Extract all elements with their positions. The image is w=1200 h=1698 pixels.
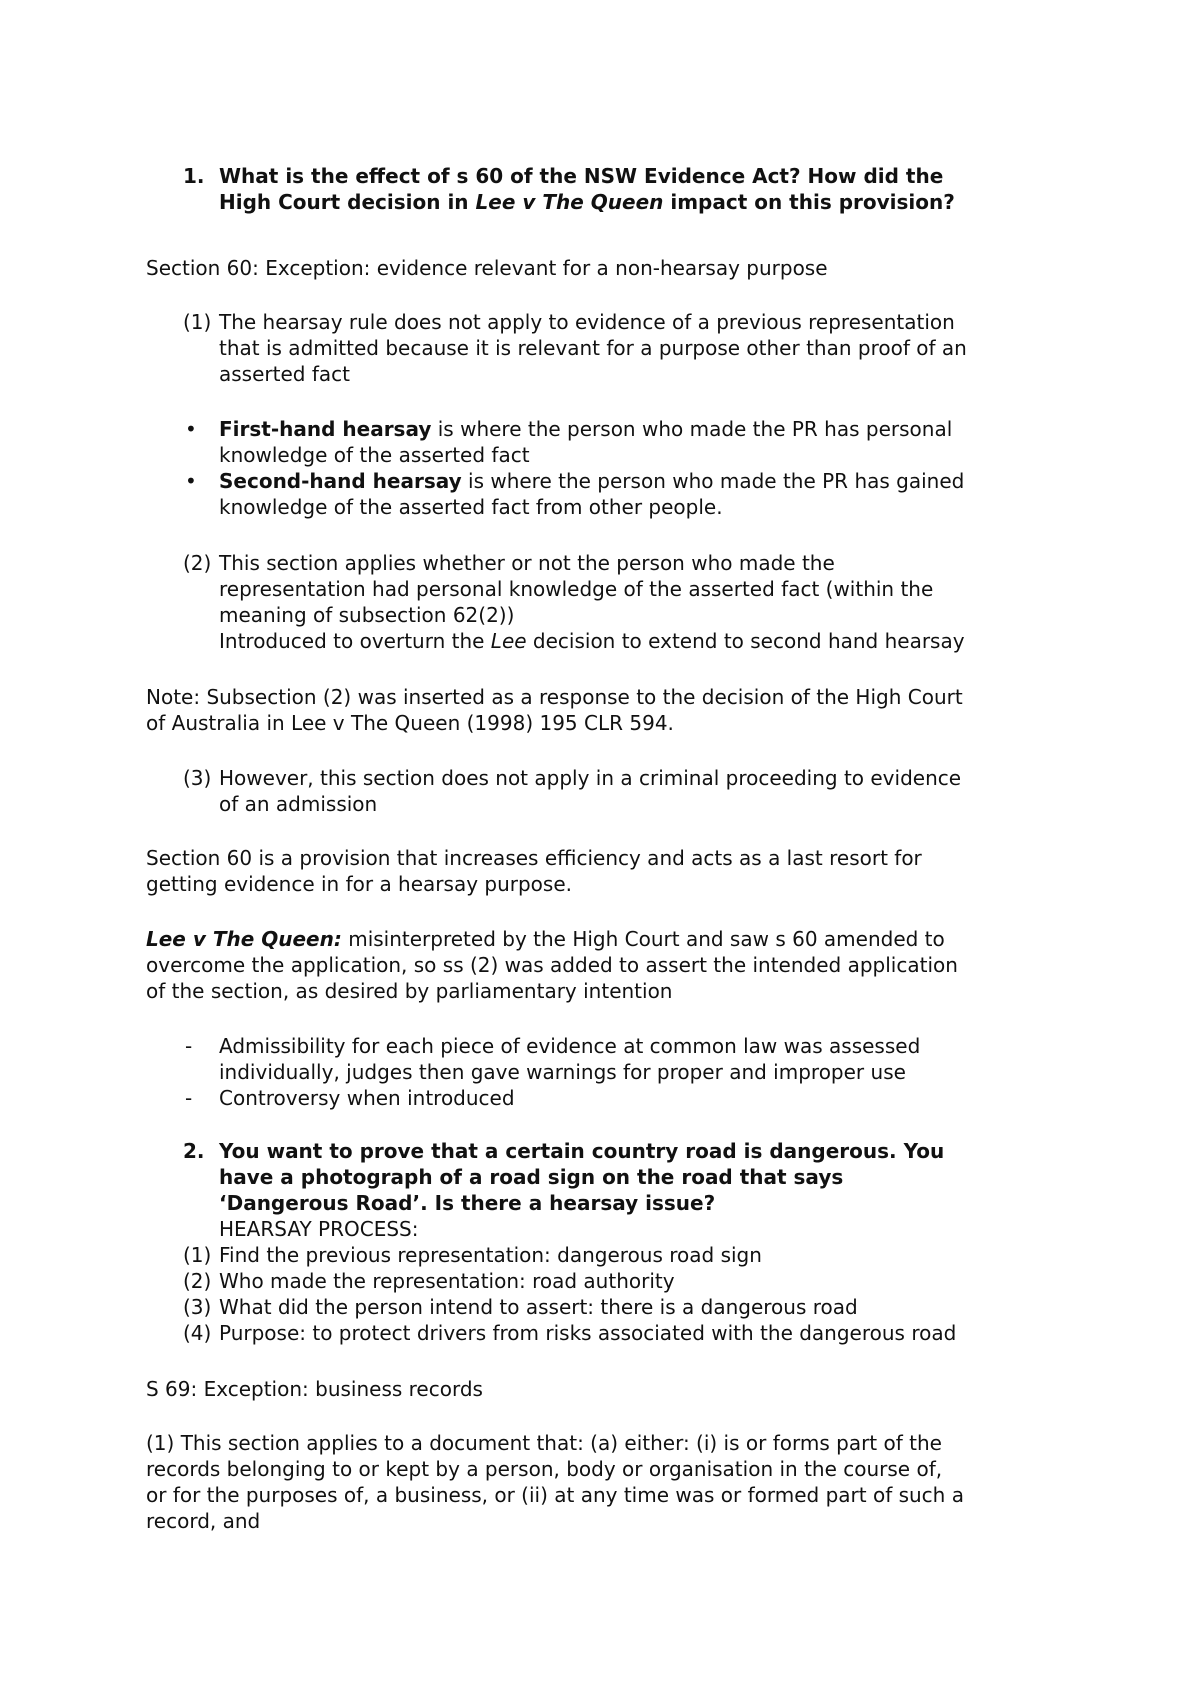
note-text: of Australia in Lee v The Queen (1998) 195 CLR 594.	[146, 711, 674, 735]
step-text: Find the previous representation: dangerous road sign	[219, 1243, 762, 1267]
question-text: ‘Dangerous Road’. Is there a hearsay issue?	[219, 1191, 716, 1215]
question-number: 2.	[183, 1139, 205, 1163]
case-name: Lee v The Queen	[475, 190, 664, 214]
subsection-number: (2)	[183, 551, 212, 575]
subsection-number: (1)	[183, 310, 212, 334]
section-heading: S 69: Exception: business records	[146, 1377, 483, 1401]
list-item: knowledge of the asserted fact	[219, 443, 530, 467]
dash-marker: -	[185, 1034, 193, 1058]
subsection-number: (3)	[183, 766, 212, 790]
step-number: (1)	[183, 1243, 212, 1267]
subsection-text: representation had personal knowledge of the asserted fact (within the	[219, 577, 934, 601]
step-number: (3)	[183, 1295, 212, 1319]
question-text: What is the effect of s 60 of the NSW Evidence Act? How did the	[219, 164, 944, 188]
subsection-text: that is admitted because it is relevant for a purpose other than proof of an	[219, 336, 967, 360]
subsection-text: The hearsay rule does not apply to evidence of a previous representation	[219, 310, 955, 334]
paragraph-text: overcome the application, so ss (2) was added to assert the intended application	[146, 953, 958, 977]
subsection-text: asserted fact	[219, 362, 350, 386]
paragraph-text: Section 60 is a provision that increases efficiency and acts as a last resort for	[146, 846, 922, 870]
case-name: Lee	[490, 629, 527, 653]
bullet-marker: •	[185, 417, 197, 441]
step-text: What did the person intend to assert: there is a dangerous road	[219, 1295, 858, 1319]
subsection-text: However, this section does not apply in a criminal proceeding to evidence	[219, 766, 962, 790]
list-item: knowledge of the asserted fact from other people.	[219, 495, 723, 519]
list-item: Admissibility for each piece of evidence at common law was assessed	[219, 1034, 921, 1058]
paragraph-text: Lee v The Queen: misinterpreted by the High Court and saw s 60 amended to	[146, 927, 945, 951]
list-item: Controversy when introduced	[219, 1086, 515, 1110]
paragraph-text: of the section, as desired by parliamentary intention	[146, 979, 673, 1003]
step-text: Purpose: to protect drivers from risks associated with the dangerous road	[219, 1321, 957, 1345]
list-item: individually, judges then gave warnings for proper and improper use	[219, 1060, 906, 1084]
step-number: (2)	[183, 1269, 212, 1293]
note-text: Note: Subsection (2) was inserted as a response to the decision of the High Court	[146, 685, 963, 709]
question-text: High Court decision in Lee v The Queen impact on this provision?	[219, 190, 955, 214]
case-name: Lee v The Queen:	[146, 927, 342, 951]
paragraph-text: records belonging to or kept by a person, body or organisation in the course of,	[146, 1457, 943, 1481]
term: Second-hand hearsay	[219, 469, 462, 493]
list-item: First-hand hearsay is where the person who made the PR has personal	[219, 417, 953, 441]
section-heading: Section 60: Exception: evidence relevant for a non-hearsay purpose	[146, 256, 828, 280]
subsection-text: Introduced to overturn the Lee decision to extend to second hand hearsay	[219, 629, 965, 653]
bullet-marker: •	[185, 469, 197, 493]
paragraph-text: (1) This section applies to a document that: (a) either: (i) is or forms part of the	[146, 1431, 942, 1455]
process-heading: HEARSAY PROCESS:	[219, 1217, 419, 1241]
paragraph-text: getting evidence in for a hearsay purpose.	[146, 872, 572, 896]
list-item: Second-hand hearsay is where the person who made the PR has gained	[219, 469, 965, 493]
dash-marker: -	[185, 1086, 193, 1110]
question-number: 1.	[183, 164, 205, 188]
subsection-text: meaning of subsection 62(2))	[219, 603, 515, 627]
question-text: have a photograph of a road sign on the road that says	[219, 1165, 844, 1189]
paragraph-text: record, and	[146, 1509, 261, 1533]
question-text: You want to prove that a certain country road is dangerous. You	[219, 1139, 945, 1163]
step-number: (4)	[183, 1321, 212, 1345]
term: First-hand hearsay	[219, 417, 432, 441]
step-text: Who made the representation: road authority	[219, 1269, 675, 1293]
paragraph-text: or for the purposes of, a business, or (ii) at any time was or formed part of such a	[146, 1483, 964, 1507]
subsection-text: of an admission	[219, 792, 378, 816]
subsection-text: This section applies whether or not the person who made the	[219, 551, 835, 575]
